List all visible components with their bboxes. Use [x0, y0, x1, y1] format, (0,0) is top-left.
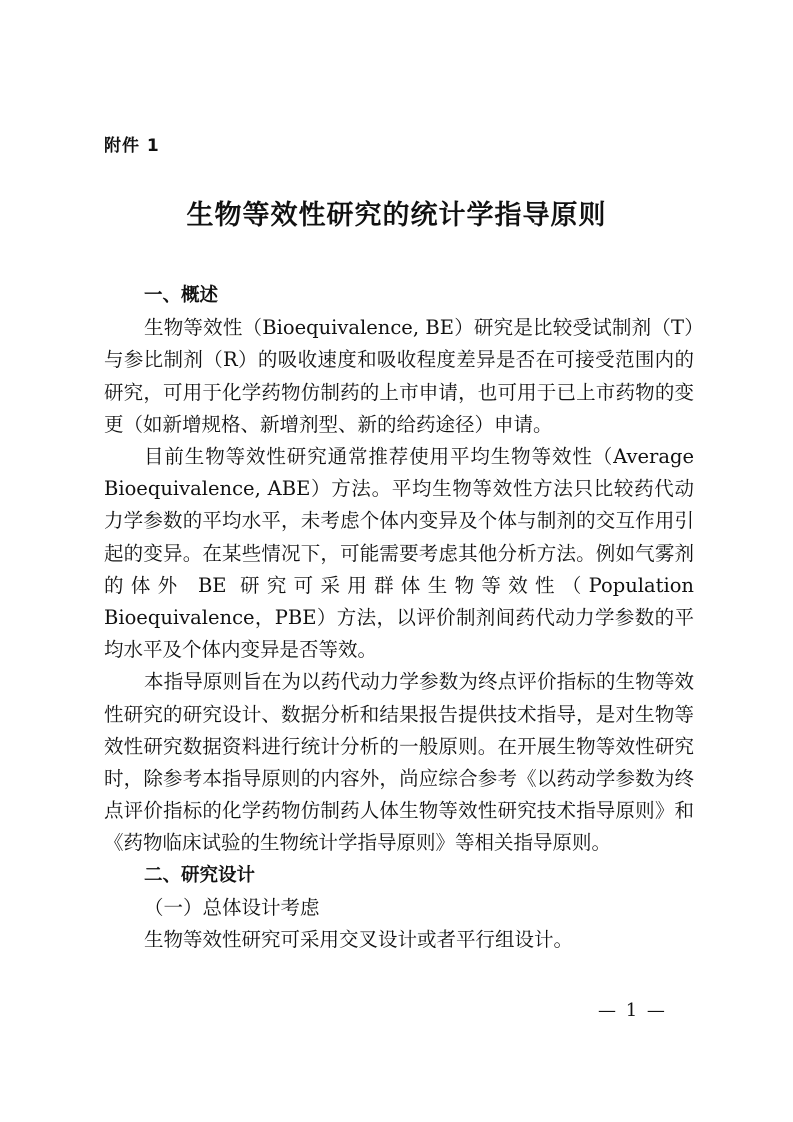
paragraph-overview-1: 生物等效性（Bioequivalence, BE）研究是比较受试制剂（T）与参比制剂（R）的吸收速度和吸收程度差异是否在可接受范围内的研究，可用于化学药物仿制药的上市申请，也可用于已上市药物的变更（如新增规格、新增剂型、新的给药途径）申请。 [104, 316, 694, 436]
document-title: 生物等效性研究的统计学指导原则 [186, 200, 607, 231]
section-heading-design: 二、研究设计 [144, 864, 256, 886]
paragraph-overview-3: 本指导原则旨在为以药代动力学参数为终点评价指标的生物等效性研究的研究设计、数据分析和结果报告提供技术指导，是对生物等效性研究数据资料进行统计分析的一般原则。在开展生物等效性研究时，除参考本指导原则的内容外，尚应综合参考《以药动学参数为终点评价指标的化学药物仿制药人体生物等效性研究技术指导原则》和《药物临床试验的生物统计学指导原则》等相关指导原则。 [104, 670, 694, 855]
document-body [104, 280, 694, 956]
annex-label: 附件 1 [104, 136, 160, 156]
subsection-heading-general-design: （一）总体设计考虑 [144, 895, 320, 919]
paragraph-overview-2: 目前生物等效性研究通常推荐使用平均生物等效性（Average Bioequivalence, ABE）方法。平均生物等效性方法只比较药代动力学参数的平均水平，未考虑个体内变异及个体与制剂的交互作用引起的变异。在某些情况下，可能需要考虑其他分析方法。例如气雾剂的体外 BE 研究可采用群体生物等效性（Population Bioequivalence，PBE）方法，以评价制剂间药代动力学参数的平均水平及个体内变异是否等效。 [104, 445, 694, 662]
section-heading-overview: 一、概述 [144, 285, 219, 306]
page-number: — 1 — [598, 1000, 667, 1021]
paragraph-design-1: 生物等效性研究可采用交叉设计或者平行组设计。 [144, 928, 574, 952]
